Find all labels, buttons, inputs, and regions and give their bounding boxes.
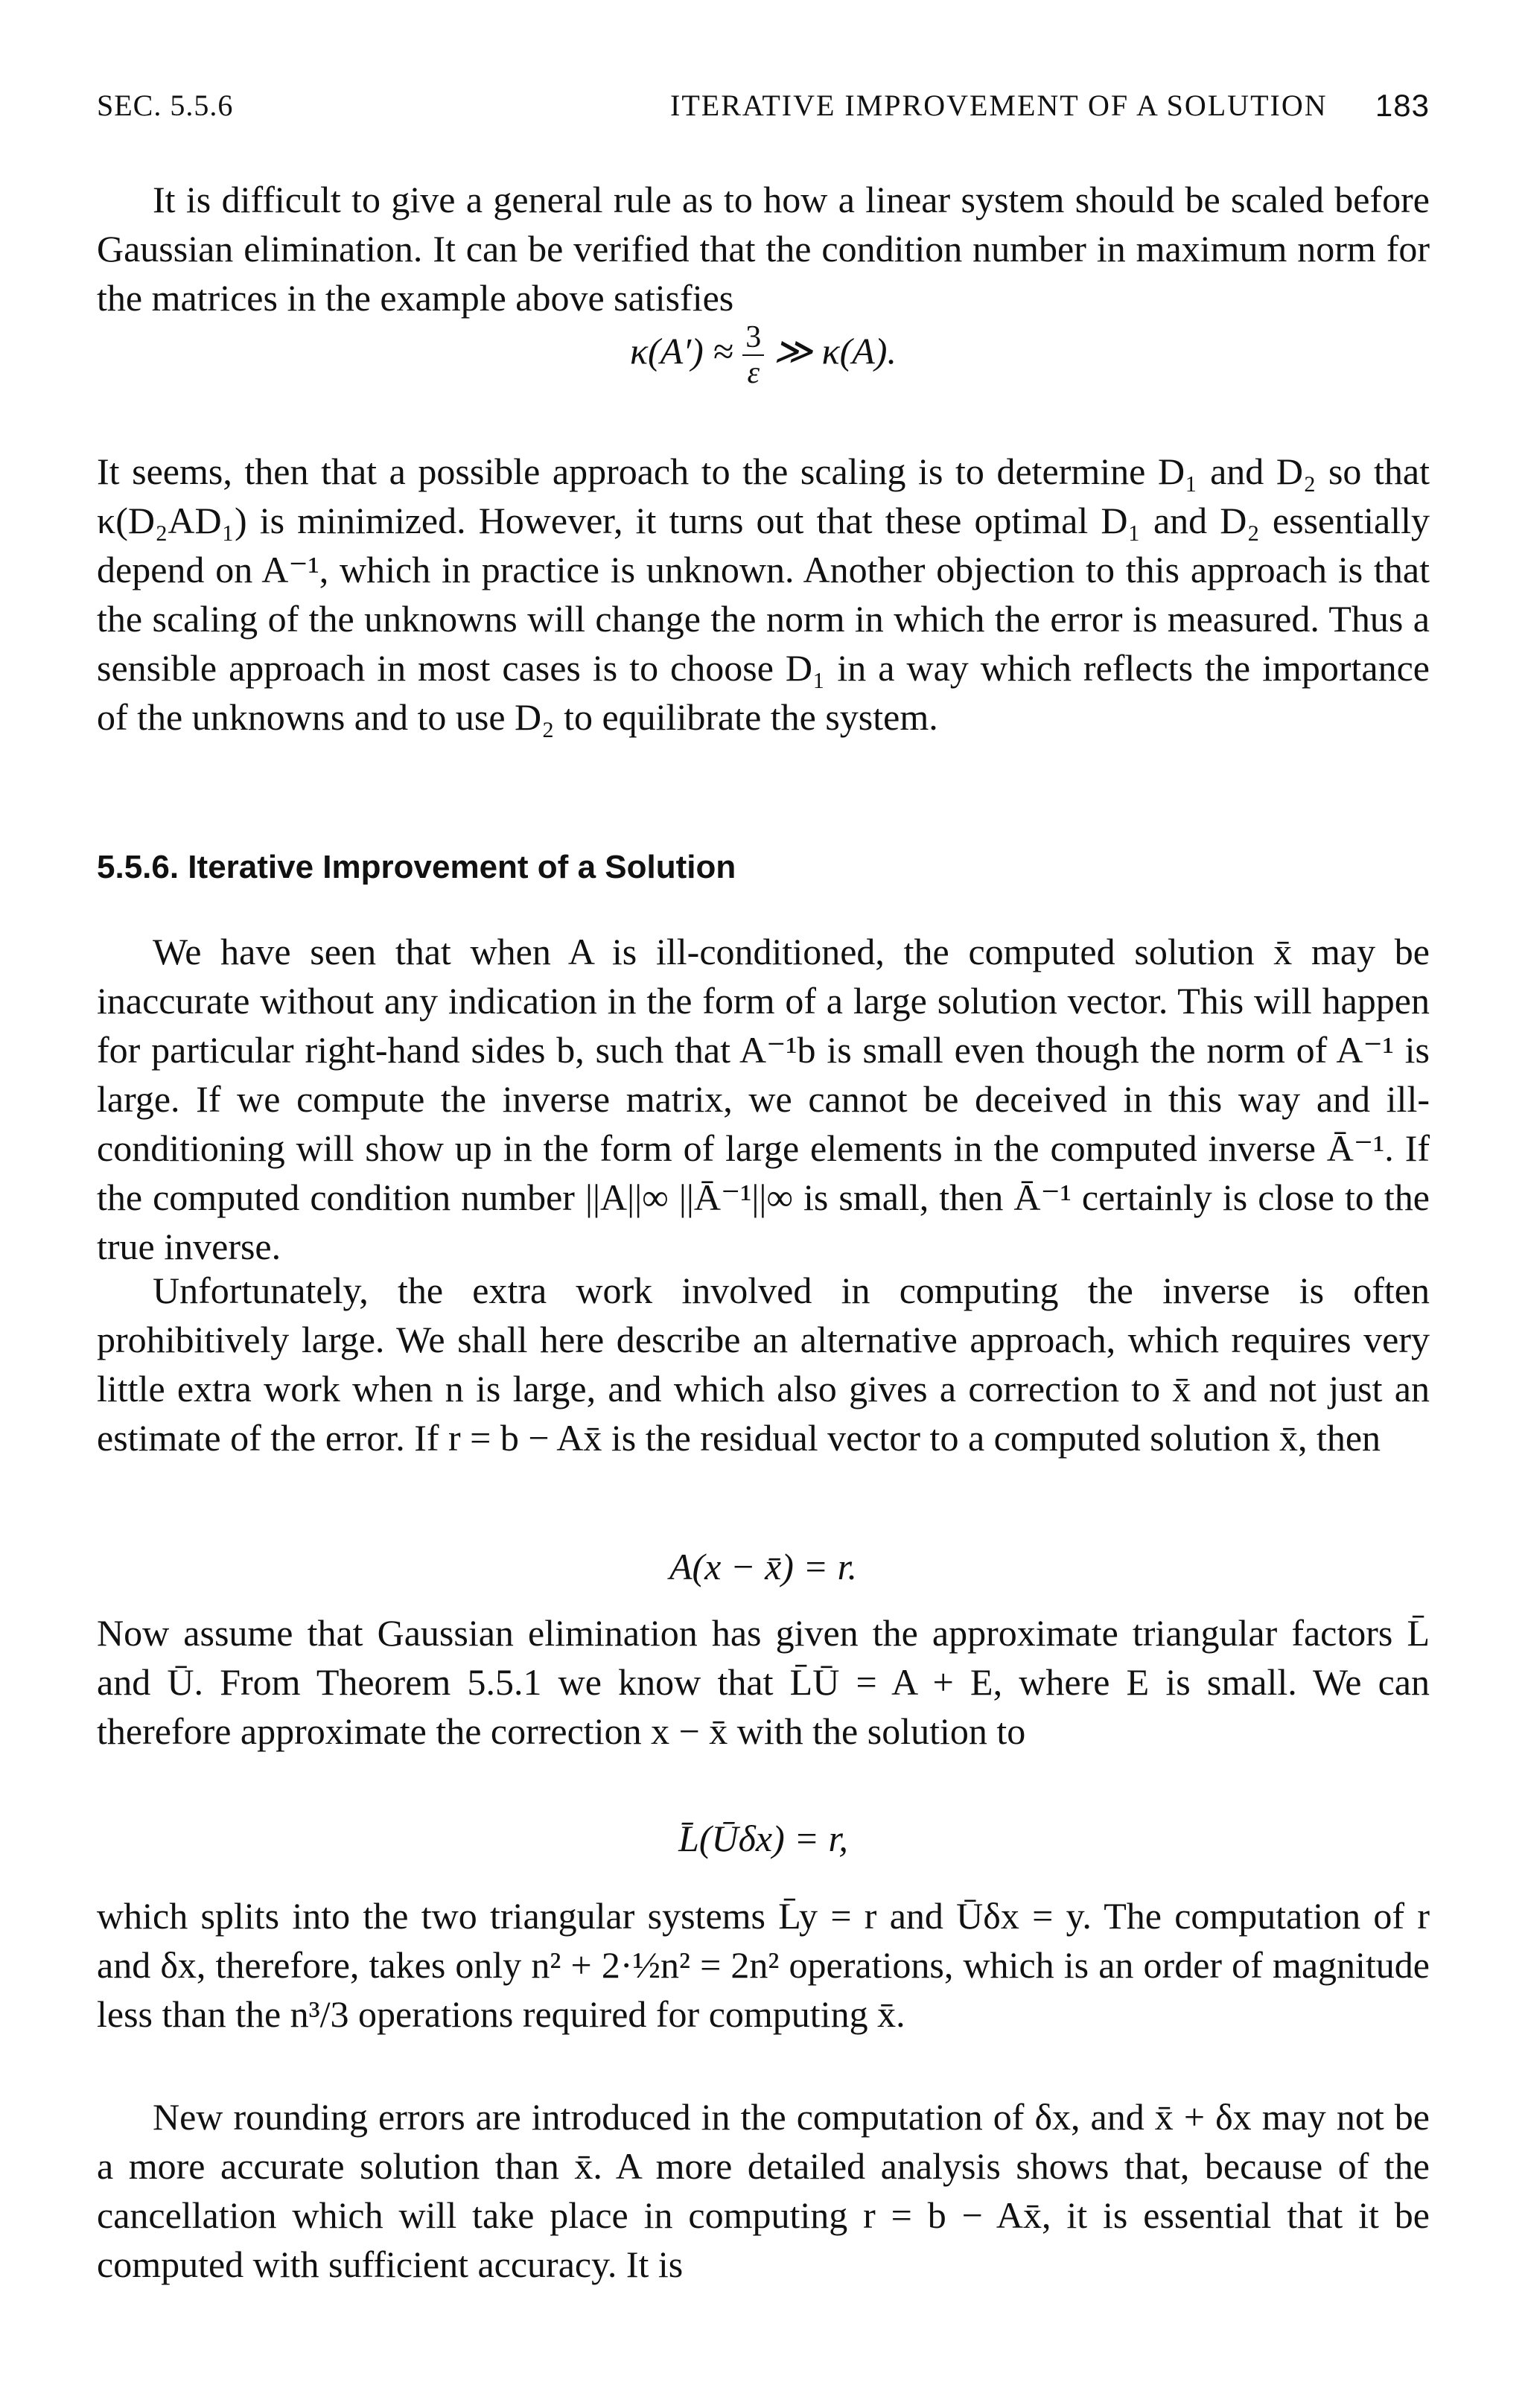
running-header bbox=[97, 88, 1430, 133]
section-heading: 5.5.6. Iterative Improvement of a Solution bbox=[97, 849, 736, 885]
page-number: 183 bbox=[1375, 88, 1430, 123]
equation-correction: L̄(Ūδx) = r, bbox=[678, 1818, 848, 1859]
paragraph-ill-conditioned: We have seen that when A is ill-conditioned, the computed solution x̄ may be inaccurate without any indication in the form of a large solution vector. This will happen for particular right-hand sides b, such that A⁻¹b is small even though the norm of A⁻¹ is large. If we compute the inverse matrix, we cannot be deceived in this way and ill-conditioning will show up in the form of large elements in the computed inverse Ā⁻¹. If the computed condition number ||A||∞ ||Ā⁻¹||∞ is small, then Ā⁻¹ certainly is close to the true inverse. bbox=[97, 931, 1430, 1267]
paragraph-scaling-rule: It is difficult to give a general rule as to how a linear system should be scaled before Gaussian elimination. It can be verified that the condition number in maximum norm for the matrices in the example above satisfies bbox=[97, 179, 1430, 319]
paragraph-triangular-factors: Now assume that Gaussian elimination has given the approximate triangular factors L̄ and Ū. From Theorem 5.5.1 we know that L̄Ū = A + E, where E is small. We can therefore approximate the correction x − x̄ with the solution to bbox=[97, 1612, 1430, 1752]
eq1-left: κ(A′) ≈ bbox=[630, 330, 733, 372]
equation-residual: A(x − x̄) = r. bbox=[669, 1546, 858, 1587]
eq1-numerator: 3 bbox=[742, 320, 764, 356]
section-number: SEC. 5.5.6 bbox=[97, 89, 234, 122]
paragraph-scaling-approach: It seems, then that a possible approach to the scaling is to determine D₁ and D₂ so that κ(D₂AD₁) is minimized. However, it turns out that these optimal D₁ and D₂ essentially depend on A⁻¹, which in practice is unknown. Another objection to this approach is that the scaling of the unknowns will change the norm in which the error is measured. Thus a sensible approach in most cases is to choose D₁ in a way which reflects the importance of the unknowns and to use D₂ to equilibrate the system. bbox=[97, 450, 1430, 738]
eq1-fraction bbox=[742, 320, 764, 390]
equation-condition-number bbox=[97, 320, 1430, 390]
paragraph-alternative-approach: Unfortunately, the extra work involved in computing the inverse is often prohibitively large. We shall here describe an alternative approach, which requires very little extra work when n is large, and which also gives a correction to x̄ and not just an estimate of the error. If r = b − Ax̄ is the residual vector to a computed solution x̄, then bbox=[97, 1270, 1430, 1459]
running-title: ITERATIVE IMPROVEMENT OF A SOLUTION bbox=[670, 89, 1328, 122]
paragraph-rounding-errors: New rounding errors are introduced in the computation of δx, and x̄ + δx may not be a more accurate solution than x̄. A more detailed analysis shows that, because of the cancellation which will take place in computing r = b − Ax̄, it is essential that it be computed with sufficient accuracy. It is bbox=[97, 2096, 1430, 2285]
eq1-right: ≫ κ(A). bbox=[773, 330, 897, 372]
paragraph-operation-count: which splits into the two triangular systems L̄y = r and Ūδx = y. The computation of r and δx, therefore, takes only n² + 2·½n² = 2n² operations, which is an order of magnitude less than the n³/3 operations required for computing x̄. bbox=[97, 1895, 1430, 2035]
eq1-denominator: ε bbox=[747, 356, 760, 390]
